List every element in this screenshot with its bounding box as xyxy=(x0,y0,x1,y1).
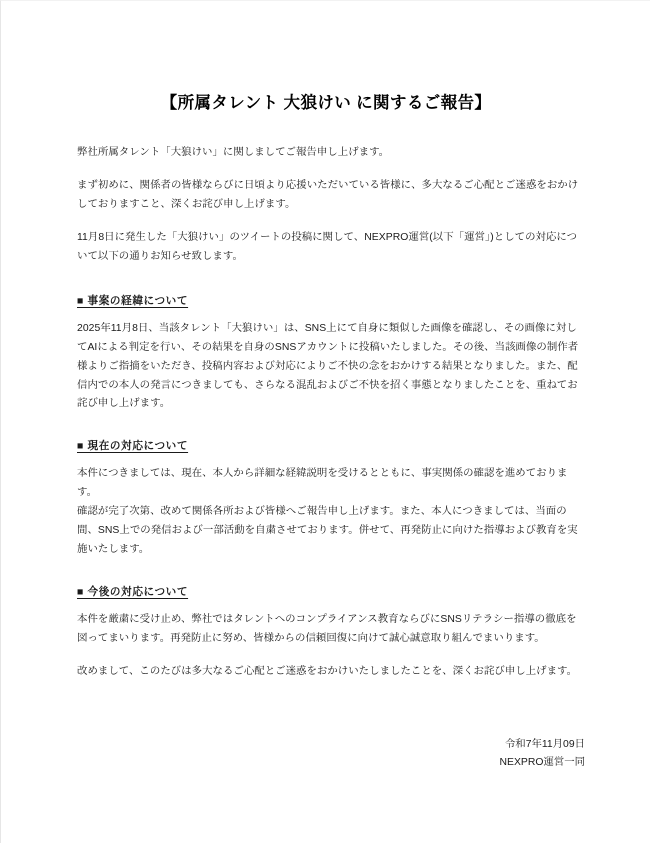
section-paragraph-incident-background-1: 2025年11月8日、当該タレント「大狼けい」は、SNS上にて自身に類似した画像を確認し、その画像に対してAIによる判定を行い、その結果を自身のSNSアカウントに投稿いたしました。その後、当該画像の制作者様よりご指摘をいただき、投稿内容および対応によりご不快の念をおかけする結果となりました。また、配信内での本人の発言につきましても、さらなる混乱およびご不快を招く事態となりましたことを、重ねてお詫び申し上げます。 xyxy=(77,322,579,410)
section-incident-background xyxy=(77,291,585,415)
section-future-response xyxy=(77,582,585,682)
document-content xyxy=(1,113,650,772)
intro-paragraph-3: 11月8日に発生した「大狼けい」のツイートの投稿に関して、NEXPRO運営(以下「運営」)としての対応について以下の通りお知らせ致します。 xyxy=(77,231,578,262)
intro-paragraph-2: まず初めに、関係者の皆様ならびに日頃より応援いただいている皆様に、多大なるご心配とご迷惑をおかけしておりますこと、深くお詫び申し上げます。 xyxy=(77,179,579,210)
signature-date: 令和7年11月09日 xyxy=(504,738,585,750)
document-body xyxy=(1,1,650,772)
signature-organization: NEXPRO運営一同 xyxy=(499,756,585,768)
section-paragraph-current-response-2: 確認が完了次第、改めて関係各所および皆様へご報告申し上げます。また、本人につきましては、当面の間、SNS上での発信および一部活動を自粛させております。併せて、再発防止に向けた指導および教育を実施いたします。 xyxy=(77,506,578,556)
section-heading-current-response: ■ 現在の対応について xyxy=(77,440,189,453)
section-heading-incident-background: ■ 事案の経緯について xyxy=(77,294,189,307)
section-paragraph-future-response-1: 本件を厳粛に受け止め、弊社ではタレントへのコンプライアンス教育ならびにSNSリテラシー指導の徹底を図ってまいります。再発防止に努め、皆様からの信頼回復に向けて誠心誠意取り組んでまいります。 xyxy=(77,614,577,644)
page-title: 【所属タレント 大狼けい に関するご報告】 xyxy=(160,94,492,112)
section-paragraph-future-response-2: 改めまして、このたびは多大なるご心配とご迷惑をおかけいたしましたことを、深くお詫び申し上げます。 xyxy=(77,665,578,677)
section-heading-future-response: ■ 今後の対応について xyxy=(77,586,189,599)
section-current-response xyxy=(77,436,585,560)
section-heading-row xyxy=(77,291,585,320)
intro-paragraph-1: 弊社所属タレント「大狼けい」に関しましてご報告申し上げます。 xyxy=(77,147,390,158)
section-heading-row xyxy=(77,582,585,611)
signature-block xyxy=(77,736,585,772)
section-paragraph-current-response-1: 本件につきましては、現在、本人から詳細な経緯説明を受けるとともに、事実関係の確認を進めております。 xyxy=(77,468,568,499)
section-heading-row xyxy=(77,436,585,465)
